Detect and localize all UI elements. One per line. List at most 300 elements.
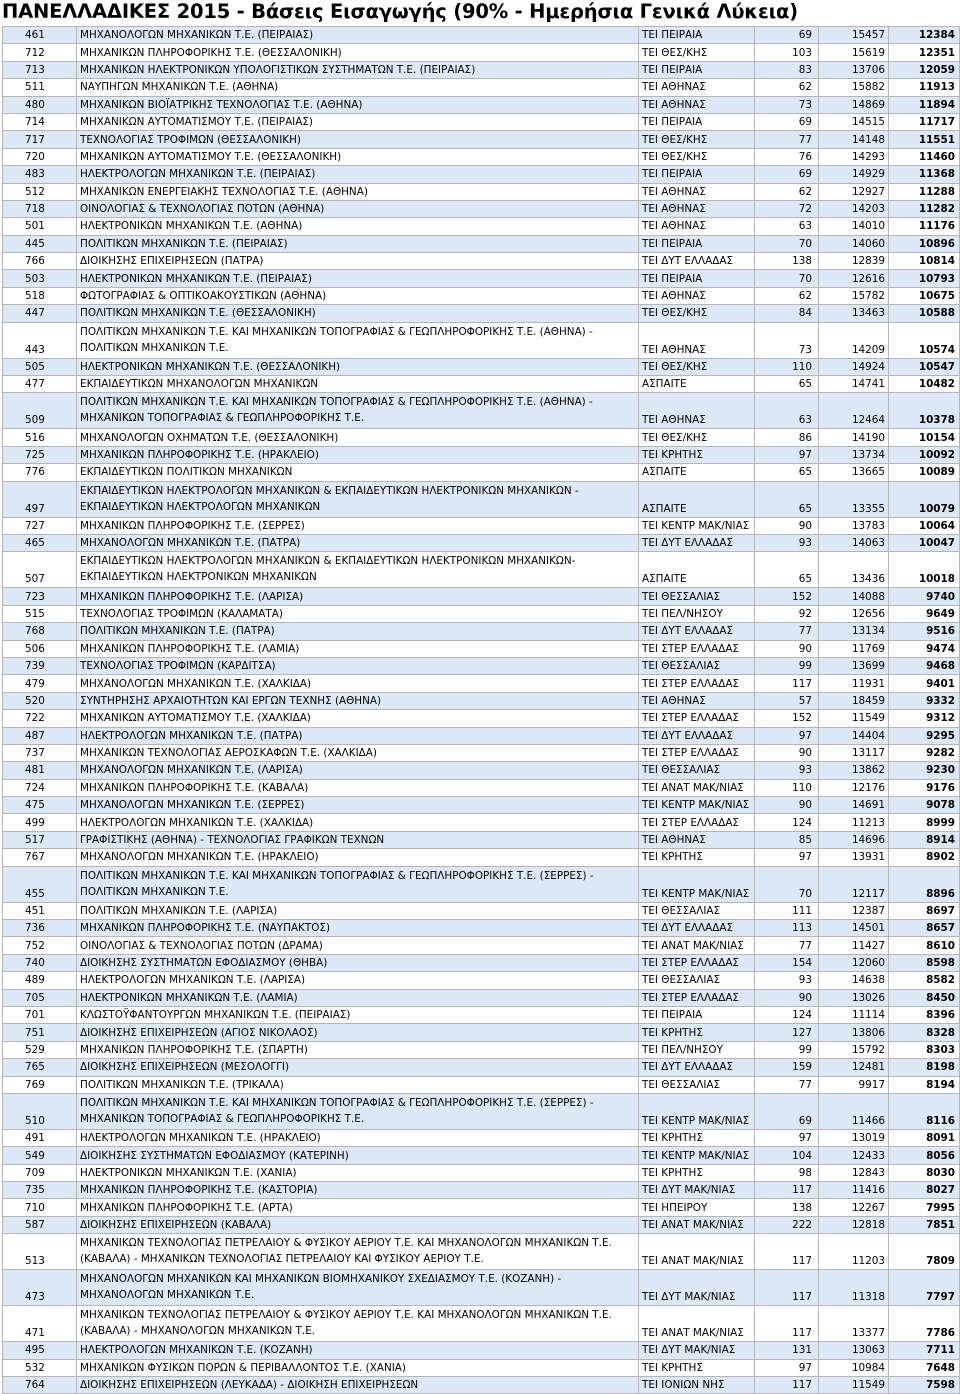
base-score: 11913 [889,79,960,96]
table-row [3,1129,960,1146]
seats-count: 86 [755,429,819,446]
table-row [3,113,960,130]
department-name: ΜΗΧΑΝΙΚΩΝ ΑΥΤΟΜΑΤΙΣΜΟΥ Τ.Ε. (ΘΕΣΣΑΛΟΝΙΚΗ) [77,148,639,165]
department-code: 499 [3,814,77,831]
seats-count: 65 [755,376,819,393]
applicants-count: 14515 [819,113,889,130]
institution: ΤΕΙ ΚΡΗΤΗΣ [639,1359,755,1376]
applicants-count: 15792 [819,1041,889,1058]
base-score: 7786 [889,1306,960,1342]
table-row [3,937,960,954]
seats-count: 62 [755,183,819,200]
institution: ΤΕΙ ΚΡΗΤΗΣ [639,446,755,463]
department-name: ΜΗΧΑΝΙΚΩΝ ΠΛΗΡΟΦΟΡΙΚΗΣ Τ.Ε. (ΛΑΡΙΣΑ) [77,588,639,605]
table-row [3,61,960,78]
base-score: 7809 [889,1234,960,1270]
seats-count: 117 [755,1377,819,1394]
base-score: 10896 [889,235,960,252]
institution: ΤΕΙ ΑΘΗΝΑΣ [639,393,755,429]
institution: ΤΕΙ ΚΡΗΤΗΣ [639,849,755,866]
seats-count: 97 [755,849,819,866]
institution: ΤΕΙ ΔΥΤ ΜΑΚ/ΝΙΑΣ [639,1342,755,1359]
table-row [3,814,960,831]
seats-count: 65 [755,464,819,481]
seats-count: 77 [755,623,819,640]
seats-count: 110 [755,779,819,796]
department-code: 510 [3,1093,77,1129]
department-code: 766 [3,253,77,270]
seats-count: 124 [755,814,819,831]
department-code: 477 [3,376,77,393]
base-score: 8896 [889,866,960,902]
department-code: 471 [3,1306,77,1342]
department-code: 701 [3,1006,77,1023]
department-code: 506 [3,640,77,657]
applicants-count: 12176 [819,779,889,796]
seats-count: 117 [755,1306,819,1342]
department-name: ΜΗΧΑΝΙΚΩΝ ΠΛΗΡΟΦΟΡΙΚΗΣ Τ.Ε. (ΑΡΤΑ) [77,1199,639,1216]
institution: ΤΕΙ ΔΥΤ ΜΑΚ/ΝΙΑΣ [639,1270,755,1306]
institution: ΤΕΙ ΣΤΕΡ ΕΛΛΑΔΑΣ [639,640,755,657]
seats-count: 92 [755,605,819,622]
applicants-count: 15457 [819,27,889,44]
applicants-count: 15782 [819,287,889,304]
table-row [3,183,960,200]
applicants-count: 12433 [819,1147,889,1164]
department-code: 529 [3,1041,77,1058]
base-score: 11282 [889,200,960,217]
department-name: ΜΗΧΑΝΙΚΩΝ ΠΛΗΡΟΦΟΡΙΚΗΣ Τ.Ε. (ΚΑΣΤΟΡΙΑ) [77,1182,639,1199]
department-name: ΤΕΧΝΟΛΟΓΙΑΣ ΤΡΟΦΙΜΩΝ (ΚΑΛΑΜΑΤΑ) [77,605,639,622]
institution: ΤΕΙ ΣΤΕΡ ΕΛΛΑΔΑΣ [639,710,755,727]
department-name: ΜΗΧΑΝΙΚΩΝ ΑΥΤΟΜΑΤΙΣΜΟΥ Τ.Ε. (ΠΕΙΡΑΙΑΣ) [77,113,639,130]
results-table-body [3,27,960,1394]
applicants-count: 14088 [819,588,889,605]
department-code: 443 [3,322,77,358]
seats-count: 154 [755,954,819,971]
base-score: 11288 [889,183,960,200]
department-name: ΕΚΠΑΙΔΕΥΤΙΚΩΝ ΗΛΕΚΤΡΟΛΟΓΩΝ ΜΗΧΑΝΙΚΩΝ & ΕΚΠΑΙΔΕΥΤΙΚΩΝ ΗΛΕΚΤΡΟΝΙΚΩΝ ΜΗΧΑΝΙΚΩΝ - ΕΚΠΑΙΔΕΥΤΙΚΩΝ ΗΛΕΚΤΡΟΛΟΓΩΝ ΜΗΧΑΝΙΚΩΝ [77,481,639,517]
seats-count: 113 [755,920,819,937]
base-score: 9295 [889,727,960,744]
department-code: 735 [3,1182,77,1199]
department-name: ΗΛΕΚΤΡΟΛΟΓΩΝ ΜΗΧΑΝΙΚΩΝ Τ.Ε. (ΠΕΙΡΑΙΑΣ) [77,166,639,183]
seats-count: 69 [755,27,819,44]
base-score: 12384 [889,27,960,44]
table-row [3,1059,960,1076]
department-code: 587 [3,1216,77,1233]
department-code: 503 [3,270,77,287]
seats-count: 99 [755,1041,819,1058]
department-code: 517 [3,831,77,848]
department-code: 520 [3,692,77,709]
base-score: 7995 [889,1199,960,1216]
base-score: 11460 [889,148,960,165]
base-score: 8328 [889,1024,960,1041]
applicants-count: 11203 [819,1234,889,1270]
institution: ΤΕΙ ΚΡΗΤΗΣ [639,1024,755,1041]
seats-count: 70 [755,235,819,252]
department-name: ΜΗΧΑΝΟΛΟΓΩΝ ΜΗΧΑΝΙΚΩΝ Τ.Ε. (ΣΕΡΡΕΣ) [77,797,639,814]
base-score: 8056 [889,1147,960,1164]
department-name: ΔΙΟΙΚΗΣΗΣ ΣΥΣΤΗΜΑΤΩΝ ΕΦΟΔΙΑΣΜΟΥ (ΚΑΤΕΡΙΝΗ) [77,1147,639,1164]
applicants-count: 13706 [819,61,889,78]
institution: ΤΕΙ ΔΥΤ ΕΛΛΑΔΑΣ [639,920,755,937]
base-score: 10482 [889,376,960,393]
department-name: ΚΛΩΣΤΟΫΦΑΝΤΟΥΡΓΩΝ ΜΗΧΑΝΙΚΩΝ Τ.Ε. (ΠΕΙΡΑΙΑΣ) [77,1006,639,1023]
applicants-count: 13117 [819,744,889,761]
institution: ΤΕΙ ΘΕΣΣΑΛΙΑΣ [639,762,755,779]
institution: ΤΕΙ ΚΕΝΤΡ ΜΑΚ/ΝΙΑΣ [639,517,755,534]
department-name: ΗΛΕΚΤΡΟΝΙΚΩΝ ΜΗΧΑΝΙΚΩΝ Τ.Ε. (ΧΑΝΙΑ) [77,1164,639,1181]
applicants-count: 12927 [819,183,889,200]
department-name: ΜΗΧΑΝΙΚΩΝ ΠΛΗΡΟΦΟΡΙΚΗΣ Τ.Ε. (ΗΡΑΚΛΕΙΟ) [77,446,639,463]
department-name: ΤΕΧΝΟΛΟΓΙΑΣ ΤΡΟΦΙΜΩΝ (ΚΑΡΔΙΤΣΑ) [77,657,639,674]
applicants-count: 14293 [819,148,889,165]
base-score: 11717 [889,113,960,130]
institution: ΤΕΙ ΣΤΕΡ ΕΛΛΑΔΑΣ [639,814,755,831]
base-score: 7797 [889,1270,960,1306]
department-name: ΗΛΕΚΤΡΟΛΟΓΩΝ ΜΗΧΑΝΙΚΩΝ Τ.Ε. (ΛΑΡΙΣΑ) [77,972,639,989]
base-score: 8999 [889,814,960,831]
table-row [3,1270,960,1306]
institution: ΤΕΙ ΣΤΕΡ ΕΛΛΑΔΑΣ [639,744,755,761]
seats-count: 70 [755,866,819,902]
institution: ΑΣΠΑΙΤΕ [639,376,755,393]
applicants-count: 15619 [819,44,889,61]
table-row [3,235,960,252]
applicants-count: 14929 [819,166,889,183]
table-row [3,534,960,551]
seats-count: 62 [755,79,819,96]
base-score: 10089 [889,464,960,481]
base-score: 10793 [889,270,960,287]
seats-count: 65 [755,481,819,517]
department-code: 489 [3,972,77,989]
applicants-count: 13734 [819,446,889,463]
base-score: 10064 [889,517,960,534]
institution: ΤΕΙ ΔΥΤ ΕΛΛΑΔΑΣ [639,534,755,551]
table-row [3,605,960,622]
applicants-count: 12481 [819,1059,889,1076]
applicants-count: 11931 [819,675,889,692]
institution: ΤΕΙ ΔΥΤ ΕΛΛΑΔΑΣ [639,1059,755,1076]
department-code: 487 [3,727,77,744]
department-name: ΜΗΧΑΝΟΛΟΓΩΝ ΜΗΧΑΝΙΚΩΝ Τ.Ε. (ΛΑΡΙΣΑ) [77,762,639,779]
base-score: 8396 [889,1006,960,1023]
base-score: 9230 [889,762,960,779]
seats-count: 93 [755,534,819,551]
institution: ΤΕΙ ΣΤΕΡ ΕΛΛΑΔΑΣ [639,989,755,1006]
base-score: 8610 [889,937,960,954]
institution: ΤΕΙ ΘΕΣΣΑΛΙΑΣ [639,902,755,919]
department-code: 752 [3,937,77,954]
applicants-count: 12387 [819,902,889,919]
applicants-count: 11318 [819,1270,889,1306]
applicants-count: 14638 [819,972,889,989]
base-score: 9282 [889,744,960,761]
department-name: ΗΛΕΚΤΡΟΝΙΚΩΝ ΜΗΧΑΝΙΚΩΝ Τ.Ε. (ΘΕΣΣΑΛΟΝΙΚΗ) [77,358,639,375]
applicants-count: 13665 [819,464,889,481]
department-code: 769 [3,1076,77,1093]
department-name: ΦΩΤΟΓΡΑΦΙΑΣ & ΟΠΤΙΚΟΑΚΟΥΣΤΙΚΩΝ (ΑΘΗΝΑ) [77,287,639,304]
applicants-count: 12818 [819,1216,889,1233]
seats-count: 83 [755,61,819,78]
table-row [3,27,960,44]
institution: ΤΕΙ ΣΤΕΡ ΕΛΛΑΔΑΣ [639,954,755,971]
institution: ΤΕΙ ΑΘΗΝΑΣ [639,218,755,235]
department-code: 518 [3,287,77,304]
department-name: ΓΡΑΦΙΣΤΙΚΗΣ (ΑΘΗΝΑ) - ΤΕΧΝΟΛΟΓΙΑΣ ΓΡΑΦΙΚΩΝ ΤΕΧΝΩΝ [77,831,639,848]
department-name: ΜΗΧΑΝΙΚΩΝ ΠΛΗΡΟΦΟΡΙΚΗΣ Τ.Ε. (ΣΠΑΡΤΗ) [77,1041,639,1058]
institution: ΤΕΙ ΔΥΤ ΕΛΛΑΔΑΣ [639,623,755,640]
table-row [3,831,960,848]
institution: ΑΣΠΑΙΤΕ [639,552,755,588]
department-name: ΜΗΧΑΝΙΚΩΝ ΠΛΗΡΟΦΟΡΙΚΗΣ Τ.Ε. (ΣΕΡΡΕΣ) [77,517,639,534]
applicants-count: 10984 [819,1359,889,1376]
table-row [3,200,960,217]
table-row [3,1041,960,1058]
department-name: ΝΑΥΠΗΓΩΝ ΜΗΧΑΝΙΚΩΝ Τ.Ε. (ΑΘΗΝΑ) [77,79,639,96]
table-row [3,920,960,937]
applicants-count: 11769 [819,640,889,657]
base-score: 8030 [889,1164,960,1181]
base-score: 8582 [889,972,960,989]
table-row [3,866,960,902]
table-row [3,1342,960,1359]
table-row [3,322,960,358]
applicants-count: 11416 [819,1182,889,1199]
base-score: 9401 [889,675,960,692]
department-code: 513 [3,1234,77,1270]
table-row [3,954,960,971]
applicants-count: 11213 [819,814,889,831]
department-code: 532 [3,1359,77,1376]
applicants-count: 13463 [819,305,889,322]
seats-count: 152 [755,710,819,727]
base-score: 11176 [889,218,960,235]
department-name: ΔΙΟΙΚΗΣΗΣ ΕΠΙΧΕΙΡΗΣΕΩΝ (ΚΑΒΑΛΑ) [77,1216,639,1233]
department-name: ΠΟΛΙΤΙΚΩΝ ΜΗΧΑΝΙΚΩΝ Τ.Ε. (ΠΑΤΡΑ) [77,623,639,640]
seats-count: 138 [755,253,819,270]
seats-count: 62 [755,287,819,304]
table-row [3,305,960,322]
seats-count: 152 [755,588,819,605]
table-row [3,1377,960,1394]
department-name: ΜΗΧΑΝΙΚΩΝ ΤΕΧΝΟΛΟΓΙΑΣ ΑΕΡΟΣΚΑΦΩΝ Τ.Ε. (ΧΑΛΚΙΔΑ) [77,744,639,761]
base-score: 8657 [889,920,960,937]
seats-count: 159 [755,1059,819,1076]
base-score: 11894 [889,96,960,113]
applicants-count: 11114 [819,1006,889,1023]
applicants-count: 14404 [819,727,889,744]
department-code: 717 [3,131,77,148]
seats-count: 57 [755,692,819,709]
department-code: 751 [3,1024,77,1041]
table-row [3,393,960,429]
base-score: 7648 [889,1359,960,1376]
table-row [3,762,960,779]
seats-count: 117 [755,1234,819,1270]
department-code: 495 [3,1342,77,1359]
department-name: ΔΙΟΙΚΗΣΗΣ ΣΥΣΤΗΜΑΤΩΝ ΕΦΟΔΙΑΣΜΟΥ (ΘΗΒΑ) [77,954,639,971]
institution: ΤΕΙ ΔΥΤ ΜΑΚ/ΝΙΑΣ [639,1182,755,1199]
department-code: 718 [3,200,77,217]
department-name: ΗΛΕΚΤΡΟΛΟΓΩΝ ΜΗΧΑΝΙΚΩΝ Τ.Ε. (ΗΡΑΚΛΕΙΟ) [77,1129,639,1146]
seats-count: 99 [755,657,819,674]
department-code: 765 [3,1059,77,1076]
applicants-count: 14869 [819,96,889,113]
applicants-count: 13783 [819,517,889,534]
institution: ΤΕΙ ΚΡΗΤΗΣ [639,1129,755,1146]
applicants-count: 14696 [819,831,889,848]
applicants-count: 13134 [819,623,889,640]
applicants-count: 11466 [819,1093,889,1129]
institution: ΤΕΙ ΘΕΣ/ΚΗΣ [639,358,755,375]
department-code: 768 [3,623,77,640]
applicants-count: 14148 [819,131,889,148]
institution: ΤΕΙ ΑΘΗΝΑΣ [639,183,755,200]
seats-count: 104 [755,1147,819,1164]
table-row [3,464,960,481]
department-code: 445 [3,235,77,252]
applicants-count: 13019 [819,1129,889,1146]
table-row [3,1216,960,1233]
institution: ΤΕΙ ΘΕΣ/ΚΗΣ [639,305,755,322]
department-name: ΔΙΟΙΚΗΣΗΣ ΕΠΙΧΕΙΡΗΣΕΩΝ (ΠΑΤΡΑ) [77,253,639,270]
institution: ΤΕΙ ΣΤΕΡ ΕΛΛΑΔΑΣ [639,675,755,692]
table-row [3,1234,960,1270]
department-name: ΗΛΕΚΤΡΟΛΟΓΩΝ ΜΗΧΑΝΙΚΩΝ Τ.Ε. (ΠΑΤΡΑ) [77,727,639,744]
department-code: 764 [3,1377,77,1394]
seats-count: 222 [755,1216,819,1233]
department-name: ΔΙΟΙΚΗΣΗΣ ΕΠΙΧΕΙΡΗΣΕΩΝ (ΛΕΥΚΑΔΑ) - ΔΙΟΙΚΗΣΗ ΕΠΙΧΕΙΡΗΣΕΩΝ [77,1377,639,1394]
table-row [3,1199,960,1216]
applicants-count: 12060 [819,954,889,971]
department-name: ΜΗΧΑΝΙΚΩΝ ΦΥΣΙΚΩΝ ΠΟΡΩΝ & ΠΕΡΙΒΑΛΛΟΝΤΟΣ Τ.Ε. (ΧΑΝΙΑ) [77,1359,639,1376]
institution: ΤΕΙ ΘΕΣΣΑΛΙΑΣ [639,588,755,605]
institution: ΤΕΙ ΑΝΑΤ ΜΑΚ/ΝΙΑΣ [639,779,755,796]
department-code: 740 [3,954,77,971]
table-row [3,727,960,744]
institution: ΤΕΙ ΑΘΗΝΑΣ [639,831,755,848]
institution: ΤΕΙ ΗΠΕΙΡΟΥ [639,1199,755,1216]
base-score: 8198 [889,1059,960,1076]
department-name: ΜΗΧΑΝΙΚΩΝ ΕΝΕΡΓΕΙΑΚΗΣ ΤΕΧΝΟΛΟΓΙΑΣ Τ.Ε. (ΑΘΗΝΑ) [77,183,639,200]
department-code: 714 [3,113,77,130]
base-score: 9078 [889,797,960,814]
applicants-count: 13026 [819,989,889,1006]
institution: ΤΕΙ ΠΕΙΡΑΙΑ [639,61,755,78]
applicants-count: 12464 [819,393,889,429]
department-name: ΔΙΟΙΚΗΣΗΣ ΕΠΙΧΕΙΡΗΣΕΩΝ (ΑΓΙΟΣ ΝΙΚΟΛΑΟΣ) [77,1024,639,1041]
base-score: 10378 [889,393,960,429]
applicants-count: 14190 [819,429,889,446]
institution: ΤΕΙ ΘΕΣΣΑΛΙΑΣ [639,657,755,674]
applicants-count: 14924 [819,358,889,375]
table-row [3,657,960,674]
page-title: ΠΑΝΕΛΛΑΔΙΚΕΣ 2015 - Βάσεις Εισαγωγής (90% - Ημερήσια Γενικά Λύκεια) [2,0,798,23]
seats-count: 63 [755,218,819,235]
base-score: 8697 [889,902,960,919]
department-code: 507 [3,552,77,588]
applicants-count: 11549 [819,710,889,727]
department-code: 722 [3,710,77,727]
department-code: 767 [3,849,77,866]
table-row [3,797,960,814]
base-score: 8450 [889,989,960,1006]
institution: ΤΕΙ ΔΥΤ ΕΛΛΑΔΑΣ [639,727,755,744]
base-score: 10018 [889,552,960,588]
table-row [3,253,960,270]
department-code: 461 [3,27,77,44]
department-name: ΠΟΛΙΤΙΚΩΝ ΜΗΧΑΝΙΚΩΝ Τ.Ε. (ΛΑΡΙΣΑ) [77,902,639,919]
base-score: 10079 [889,481,960,517]
seats-count: 93 [755,762,819,779]
table-row [3,1147,960,1164]
department-name: ΜΗΧΑΝΙΚΩΝ ΤΕΧΝΟΛΟΓΙΑΣ ΠΕΤΡΕΛΑΙΟΥ & ΦΥΣΙΚΟΥ ΑΕΡΙΟΥ Τ.Ε. ΚΑΙ ΜΗΧΑΝΟΛΟΓΩΝ ΜΗΧΑΝΙΚΩΝ Τ.Ε. (ΚΑΒΑΛΑ) - ΜΗΧΑΝΟΛΟΓΩΝ ΜΗΧΑΝΙΚΩΝ Τ.Ε. [77,1306,639,1342]
department-name: ΜΗΧΑΝΙΚΩΝ ΠΛΗΡΟΦΟΡΙΚΗΣ Τ.Ε. (ΘΕΣΣΑΛΟΝΙΚΗ) [77,44,639,61]
results-table [2,26,960,1394]
department-code: 705 [3,989,77,1006]
institution: ΤΕΙ ΚΕΝΤΡ ΜΑΚ/ΝΙΑΣ [639,1147,755,1164]
institution: ΤΕΙ ΑΘΗΝΑΣ [639,96,755,113]
department-code: 479 [3,675,77,692]
applicants-count: 14060 [819,235,889,252]
institution: ΤΕΙ ΑΘΗΝΑΣ [639,287,755,304]
table-row [3,287,960,304]
seats-count: 77 [755,131,819,148]
base-score: 9332 [889,692,960,709]
department-code: 491 [3,1129,77,1146]
department-name: ΤΕΧΝΟΛΟΓΙΑΣ ΤΡΟΦΙΜΩΝ (ΘΕΣΣΑΛΟΝΙΚΗ) [77,131,639,148]
table-row [3,44,960,61]
table-row [3,989,960,1006]
department-code: 710 [3,1199,77,1216]
department-code: 480 [3,96,77,113]
applicants-count: 13699 [819,657,889,674]
department-name: ΠΟΛΙΤΙΚΩΝ ΜΗΧΑΝΙΚΩΝ Τ.Ε. ΚΑΙ ΜΗΧΑΝΙΚΩΝ ΤΟΠΟΓΡΑΦΙΑΣ & ΓΕΩΠΛΗΡΟΦΟΡΙΚΗΣ Τ.Ε. (ΑΘΗΝΑ) - ΜΗΧΑΝΙΚΩΝ ΤΟΠΟΓΡΑΦΙΑΣ & ΓΕΩΠΛΗΡΟΦΟΡΙΚΗΣ Τ.Ε. [77,393,639,429]
department-name: ΜΗΧΑΝΙΚΩΝ ΑΥΤΟΜΑΤΙΣΜΟΥ Τ.Ε. (ΧΑΛΚΙΔΑ) [77,710,639,727]
base-score: 10047 [889,534,960,551]
seats-count: 127 [755,1024,819,1041]
department-code: 483 [3,166,77,183]
department-code: 481 [3,762,77,779]
department-name: ΕΚΠΑΙΔΕΥΤΙΚΩΝ ΠΟΛΙΤΙΚΩΝ ΜΗΧΑΝΙΚΩΝ [77,464,639,481]
institution: ΤΕΙ ΠΕΙΡΑΙΑ [639,235,755,252]
department-name: ΜΗΧΑΝΟΛΟΓΩΝ ΜΗΧΑΝΙΚΩΝ Τ.Ε. (ΧΑΛΚΙΔΑ) [77,675,639,692]
applicants-count: 13806 [819,1024,889,1041]
department-name: ΗΛΕΚΤΡΟΛΟΓΩΝ ΜΗΧΑΝΙΚΩΝ Τ.Ε. (ΧΑΛΚΙΔΑ) [77,814,639,831]
base-score: 11368 [889,166,960,183]
base-score: 10814 [889,253,960,270]
institution: ΤΕΙ ΘΕΣ/ΚΗΣ [639,148,755,165]
department-code: 723 [3,588,77,605]
base-score: 10588 [889,305,960,322]
department-name: ΟΙΝΟΛΟΓΙΑΣ & ΤΕΧΝΟΛΟΓΙΑΣ ΠΟΤΩΝ (ΑΘΗΝΑ) [77,200,639,217]
department-code: 465 [3,534,77,551]
base-score: 7711 [889,1342,960,1359]
applicants-count: 12656 [819,605,889,622]
seats-count: 85 [755,831,819,848]
table-row [3,148,960,165]
table-row [3,849,960,866]
applicants-count: 14741 [819,376,889,393]
base-score: 9649 [889,605,960,622]
seats-count: 117 [755,1270,819,1306]
table-row [3,1076,960,1093]
department-name: ΜΗΧΑΝΙΚΩΝ ΠΛΗΡΟΦΟΡΙΚΗΣ Τ.Ε. (ΛΑΜΙΑ) [77,640,639,657]
